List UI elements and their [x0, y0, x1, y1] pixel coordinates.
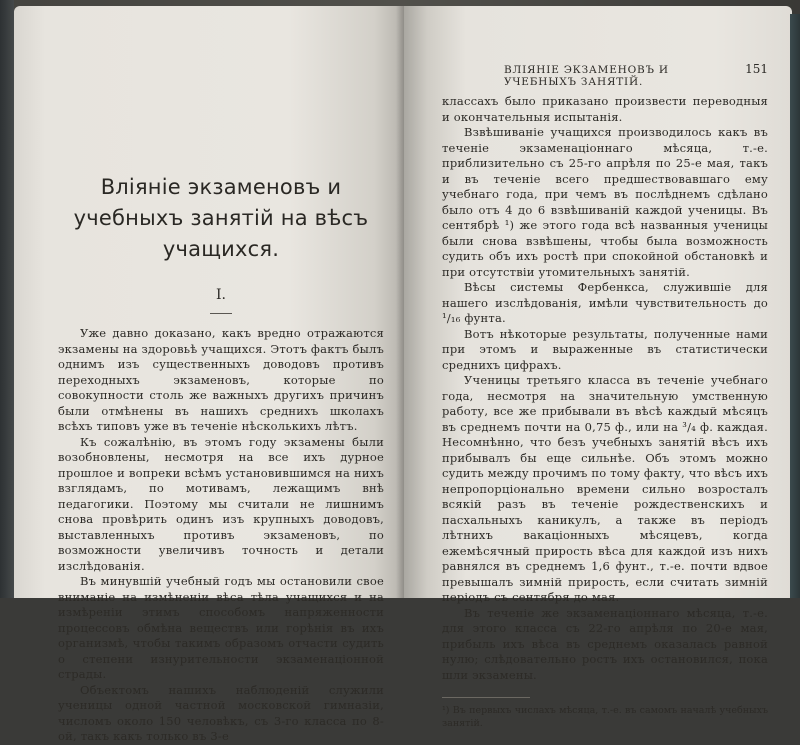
- footnote-rule: [442, 697, 530, 698]
- running-head-title: ВЛІЯНІЕ ЭКЗАМЕНОВЪ И УЧЕБНЫХЪ ЗАНЯТІЙ.: [504, 64, 669, 88]
- left-paragraph: Въ минувшій учебный годъ мы остановили свое вниманіе на измѣненіи вѣса тѣла учащихся и на измѣреніи этимъ способомъ напряженности процессовъ обмѣна веществъ или горѣнія въ ихъ организмѣ, чтобы такимъ образомъ отчасти судить о степени изнурительности экзаменаціонной страды.: [58, 574, 384, 681]
- right-paragraph: Въ теченіе же экзаменаціоннаго мѣсяца, т.-е. для этого класса съ 22-го апрѣля по 20-е мая, прибыль ихъ вѣса въ среднемъ оказалась равной нулю; слѣдовательно ростъ ихъ остановился, пока шли экзамены.: [442, 605, 768, 682]
- footnote: ¹) Въ первыхъ числахъ мѣсяца, т.-е. въ самомъ началѣ учебныхъ занятій.: [442, 705, 768, 729]
- left-page: [14, 6, 406, 743]
- right-page-body: [442, 94, 768, 683]
- chapter-title: Вліяніе экзаменовъ и учебныхъ занятій на вѣсъ учащихся.: [73, 175, 369, 261]
- right-page: [404, 6, 792, 729]
- left-paragraph: Уже давно доказано, какъ вредно отражаются экзамены на здоровьѣ учащихся. Этотъ фактъ былъ однимъ изъ существенныхъ доводовъ противъ переходныхъ экзаменовъ, которые по совокупности столь же важныхъ другихъ причинъ были отмѣнены въ нашихъ среднихъ школахъ всѣхъ типовъ уже въ теченіе нѣсколькихъ лѣтъ.: [58, 326, 385, 433]
- right-paragraph: Ученицы третьяго класса въ теченіе учебнаго года, несмотря на значительную умственную работу, все же прибывали въ вѣсѣ каждый мѣсяцъ въ среднемъ почти на 0,75 ф., или на ³/₄ ф. каждая. Несомнѣнно, что безъ учебныхъ занятій вѣсъ ихъ прибывалъ бы еще сильнѣе. Объ этомъ можно судить между прочимъ по тому факту, что вѣсъ ихъ непропорціонально времени сильно возросталъ всякій разъ въ теченіе рождественскихъ и пасхальныхъ каникулъ, а также въ періодъ лѣтнихъ вакаціонныхъ мѣсяцевъ, когда ежемѣсячный прирость вѣса для каждой изъ нихъ равнялся въ среднемъ 1,6 фунт., т.-е. почти вдвое превышалъ зимній прирость, если считать зимній періодъ съ сентября до мая.: [442, 373, 769, 604]
- right-paragraph: Вотъ нѣкоторые результаты, полученные нами при этомъ и выраженные въ статистически среднихъ цифрахъ.: [442, 326, 768, 372]
- page-number: 151: [745, 62, 768, 76]
- section-number: I.: [216, 287, 226, 303]
- right-paragraph: классахъ было приказано произвести переводныя и окончательныя испытанія.: [442, 94, 768, 124]
- right-paragraph: Вѣсы системы Фербенкса, служившіе для нашего изслѣдованія, имѣли чувствительность до ¹/₁₆ фунта.: [442, 280, 768, 325]
- left-paragraph: Къ сожалѣнію, въ этомъ году экзамены были возобновлены, несмотря на все ихъ дурное прошлое и вопреки всѣмъ установившимся на нихъ взглядамъ, по мотивамъ, лежащимъ внѣ педагогики. Поэтому мы считали не лишнимъ снова провѣрить одинъ изъ крупныхъ доводовъ, выставленныхъ противъ экзаменовъ, по возможности увеличивъ точность и детали изслѣдованія.: [58, 434, 384, 573]
- book-cover-right-edge: [790, 14, 800, 598]
- section-rule: [210, 313, 232, 314]
- left-paragraph: Объектомъ нашихъ наблюденій служили ученицы одной частной московской гимназіи, числомъ около 150 человѣкъ, съ 3-го класса по 8-ой, такъ какъ только въ 3-е: [58, 682, 384, 743]
- right-paragraph: Взвѣшиваніе учащихся производилось какъ въ теченіе экзаменаціоннаго мѣсяца, т.-е. приблизительно съ 25-го апрѣля по 25-е мая, такъ и въ теченіе всего предшествовавшаго ему учебнаго года, при чемъ въ послѣднемъ сдѣлано было отъ 4 до 6 взвѣшиваній каждой ученицы. Въ сентябрѣ ¹) же этого года всѣ названныя ученицы были снова взвѣшены, чтобы была возможность судить объ ихъ ростѣ при спокойной обстановкѣ и при отсутствіи утомительныхъ занятій.: [442, 125, 768, 279]
- running-header: [442, 62, 768, 88]
- book-cover-left-edge: [0, 0, 14, 598]
